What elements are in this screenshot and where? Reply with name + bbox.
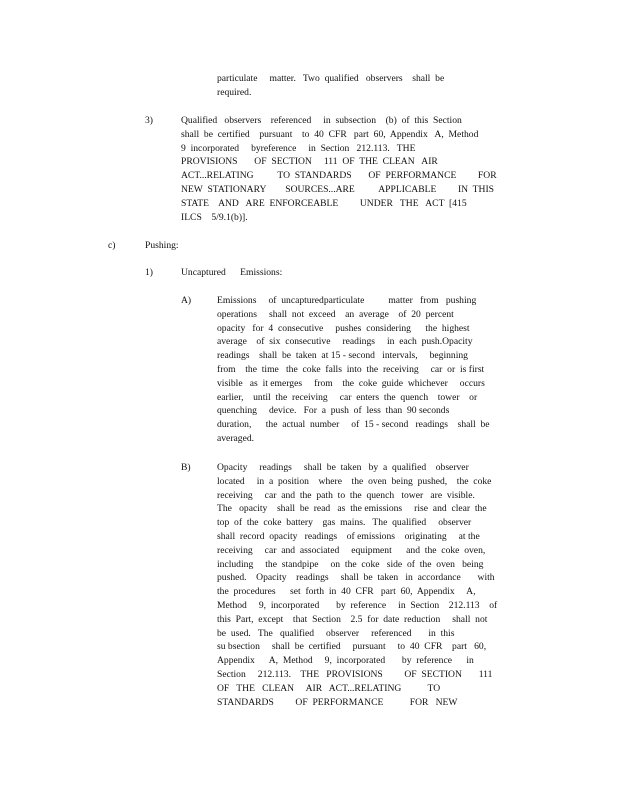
item-a-label: A) bbox=[181, 295, 192, 306]
text-line: visible as it emerges from the coke guide whichever occurs bbox=[217, 377, 485, 389]
text-line: Emissions of uncapturedparticulate matter from pushing bbox=[217, 295, 477, 306]
text-line: Appendix A, Method 9, incorporated by reference in bbox=[217, 655, 474, 667]
text-line: operations shall not exceed an average of 20 percent bbox=[217, 308, 454, 320]
item-b-paragraph bbox=[217, 461, 497, 709]
continuation-paragraph bbox=[217, 72, 444, 100]
text-line: pushed. Opacity readings shall be taken in accordance with bbox=[217, 572, 495, 584]
text-line: be used. The qualified observer referenced in this bbox=[217, 627, 455, 639]
text-line: including the standpipe on the coke side of the oven being bbox=[217, 558, 484, 570]
text-line: from the time the coke falls into the receiving car or is first bbox=[217, 363, 485, 375]
text-line: the procedures set forth in 40 CFR part 60, Appendix A, bbox=[217, 586, 476, 598]
text-line: particulate matter. Two qualified observers shall be bbox=[217, 73, 445, 84]
text-line: shall be certified pursuant to 40 CFR part 60, Appendix A, Method bbox=[181, 128, 479, 140]
text-line: su bsection shall be certified pursuant to 40 CFR part 60, bbox=[217, 641, 487, 653]
text-line: ILCS 5/9.1(b)]. bbox=[181, 211, 248, 223]
text-line: Section 212.113. THE PROVISIONS OF SECTION 111 bbox=[217, 668, 493, 680]
item-3-paragraph bbox=[181, 114, 497, 224]
text-line: readings shall be taken at 15 - second intervals, beginning bbox=[217, 350, 468, 362]
item-1-title: Uncaptured Emissions: bbox=[181, 267, 283, 278]
text-line: Qualified observers referenced in subsection (b) of this Section bbox=[181, 115, 462, 126]
text-line: this Part, except that Section 2.5 for date reduction shall not bbox=[217, 613, 488, 625]
text-line: NEW STATIONARY SOURCES...ARE APPLICABLE IN THIS bbox=[181, 183, 495, 195]
text-line: duration, the actual number of 15 - second readings shall be bbox=[217, 419, 490, 431]
text-line: Opacity readings shall be taken by a qualified observer bbox=[217, 462, 469, 473]
text-line: receiving car and associated equipment and the coke oven, bbox=[217, 544, 486, 556]
item-a-paragraph bbox=[217, 294, 490, 446]
text-line: STATE AND ARE ENFORCEABLE UNDER THE ACT [415 bbox=[181, 197, 467, 209]
text-line: PROVISIONS OF SECTION 111 OF THE CLEAN AIR bbox=[181, 156, 438, 168]
text-line: average of six consecutive readings in each push.Opacity bbox=[217, 336, 473, 348]
text-line: top of the coke battery gas mains. The qualified observer bbox=[217, 517, 472, 529]
text-line: required. bbox=[217, 86, 252, 98]
item-3-label: 3) bbox=[145, 115, 153, 126]
item-1-label: 1) bbox=[145, 267, 153, 278]
text-line: opacity for 4 consecutive pushes considering the highest bbox=[217, 322, 470, 334]
text-line: located in a position where the oven being pushed, the coke bbox=[217, 475, 492, 487]
text-line: The opacity shall be read as the emissions rise and clear the bbox=[217, 503, 487, 515]
text-line: averaged. bbox=[217, 432, 255, 444]
section-c-label: c) bbox=[108, 240, 116, 251]
section-c-title: Pushing: bbox=[145, 240, 179, 251]
text-line: earlier, until the receiving car enters the quench tower or bbox=[217, 391, 478, 403]
text-line: receiving car and the path to the quench tower are visible. bbox=[217, 489, 475, 501]
item-b-label: B) bbox=[181, 462, 191, 473]
text-line: OF THE CLEAN AIR ACT...RELATING TO bbox=[217, 682, 441, 694]
text-line: shall record opacity readings of emissions originating at the bbox=[217, 530, 480, 542]
text-line: 9 incorporated byreference in Section 212.113. THE bbox=[181, 142, 416, 154]
text-line: ACT...RELATING TO STANDARDS OF PERFORMANCE FOR bbox=[181, 170, 497, 182]
text-line: STANDARDS OF PERFORMANCE FOR NEW bbox=[217, 696, 458, 708]
text-line: Method 9, incorporated by reference in Section 212.113 of bbox=[217, 599, 498, 611]
text-line: quenching device. For a push of less than 90 seconds bbox=[217, 405, 450, 417]
